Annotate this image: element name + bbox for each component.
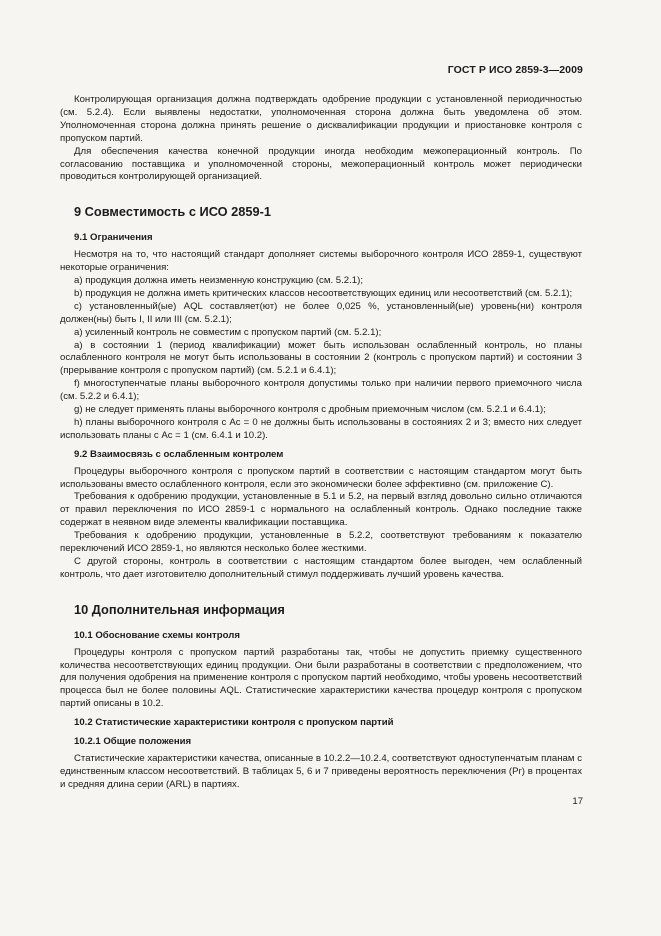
section-10-heading: 10 Дополнительная информация (74, 601, 285, 617)
list-item: f) многоступенчатые планы выборочного контроля допустимы только при наличии первого приемочного числа (см. 5.2.2 и 6.4.1); (60, 378, 582, 403)
list-item: c) установленный(ые) AQL составляет(ют) не более 0,025 %, установленный(ые) уровень(ни) контроля должен(ны) быть I, II или III (см. 5.2.1); (60, 300, 582, 325)
section-9-heading: 9 Совместимость с ИСО 2859-1 (74, 204, 271, 220)
list-item: a) в состоянии 1 (период квалификации) может быть использован ослабленный контроль, но планы ослабленного контроля не могут быть использованы в состоянии 2 (контроль с пропуском партий) и состоянии 3 (прерывание контроля с пропуском партий) (см. 5.2.1 и 6.4.1); (60, 339, 582, 377)
paragraph-9-1: Несмотря на то, что настоящий стандарт дополняет системы выборочного контроля ИСО 2859-1, существуют некоторые ограничения: (60, 249, 582, 274)
subsection-9-1-heading: 9.1 Ограничения (74, 232, 153, 244)
subsection-10-1-heading: 10.1 Обоснование схемы контроля (74, 629, 240, 641)
list-item: g) не следует применять планы выборочного контроля с дробным приемочным числом (см. 5.2.1 и 6.4.1); (74, 404, 546, 416)
paragraph-9-2-1: Процедуры выборочного контроля с пропуском партий в соответствии с настоящим стандартом могут быть использованы вместо ослабленного контроля, если это экономически более эффективно (см. приложение C). (60, 465, 582, 490)
page-number: 17 (572, 796, 583, 807)
paragraph-9-2-2: Требования к одобрению продукции, установленные в 5.1 и 5.2, на первый взгляд довольно сильно отличаются от правил переключения по ИСО 2859-1 с нормального на ослабленный контроль. Однако последние также содержат в неявном виде элементы квалификации поставщика. (60, 491, 582, 529)
paragraph-9-2-3: Требования к одобрению продукции, установленные в 5.2.2, соответствуют требованиям к показателю переключений ИСО 2859-1, но являются несколько более жесткими. (60, 530, 582, 555)
document-body (60, 94, 582, 792)
list-item: a) продукция должна иметь неизменную конструкцию (см. 5.2.1); (74, 274, 363, 286)
subsection-10-2-1-heading: 10.2.1 Общие положения (74, 736, 192, 748)
subsection-10-2-heading: 10.2 Статистические характеристики контроля с пропуском партий (74, 717, 394, 729)
list-item: b) продукция не должна иметь критических классов несоответствующих единиц или несоответствий (см. 5.2.1); (74, 287, 573, 299)
paragraph-9-2-4: С другой стороны, контроль в соответствии с настоящим стандартом более выгоден, чем ослабленный контроль, что дает изготовителю дополнительный стимул поддерживать лучший уровень качества. (60, 556, 582, 580)
document-header: ГОСТ Р ИСО 2859-3—2009 (447, 64, 583, 76)
list-item: h) планы выборочного контроля с Ac = 0 не должны быть использованы в состояниях 2 и 3; вместо них следует использовать планы с Ac = 1 (см. 6.4.1 и 10.2). (60, 416, 582, 441)
list-item: a) усиленный контроль не совместим с пропуском партий (см. 5.2.1); (74, 326, 382, 338)
paragraph-10-2-1: Статистические характеристики качества, описанные в 10.2.2—10.2.4, соответствуют одноступенчатым планам с единственным классом несоответствий. В таблицах 5, 6 и 7 приведены вероятность переключения (Pr) в процентах и средняя длина серии (ARL) в партиях. (60, 752, 582, 790)
intro-paragraph-1: Контролирующая организация должна подтверждать одобрение продукции с установленной периодичностью (см. 5.2.4). Если выявлены недостатки, уполномоченная сторона должна быть уведомлена об этом. Уполномоченная сторона должна принять решение о дисквалификации продукции и приостановке контроля с пропуском партий. (60, 94, 582, 144)
subsection-9-2-heading: 9.2 Взаимосвязь с ослабленным контролем (74, 448, 284, 460)
intro-paragraph-2: Для обеспечения качества конечной продукции иногда необходим межоперационный контроль. По согласованию поставщика и уполномоченной стороны, межоперационный контроль может периодически проводиться контролирующей организацией. (60, 145, 582, 183)
paragraph-10-1: Процедуры контроля с пропуском партий разработаны так, чтобы не допустить приемку существенного количества несоответствующих единиц продукции. Они были разработаны в соответствии с предположением, что для получения одобрения на применение контроля с пропуском партий необходимо, чтобы уровень несоответствий процесса был не более половины AQL. Статистические характеристики качества процедур контроля с пропуском партий описаны в 10.2. (60, 646, 582, 710)
